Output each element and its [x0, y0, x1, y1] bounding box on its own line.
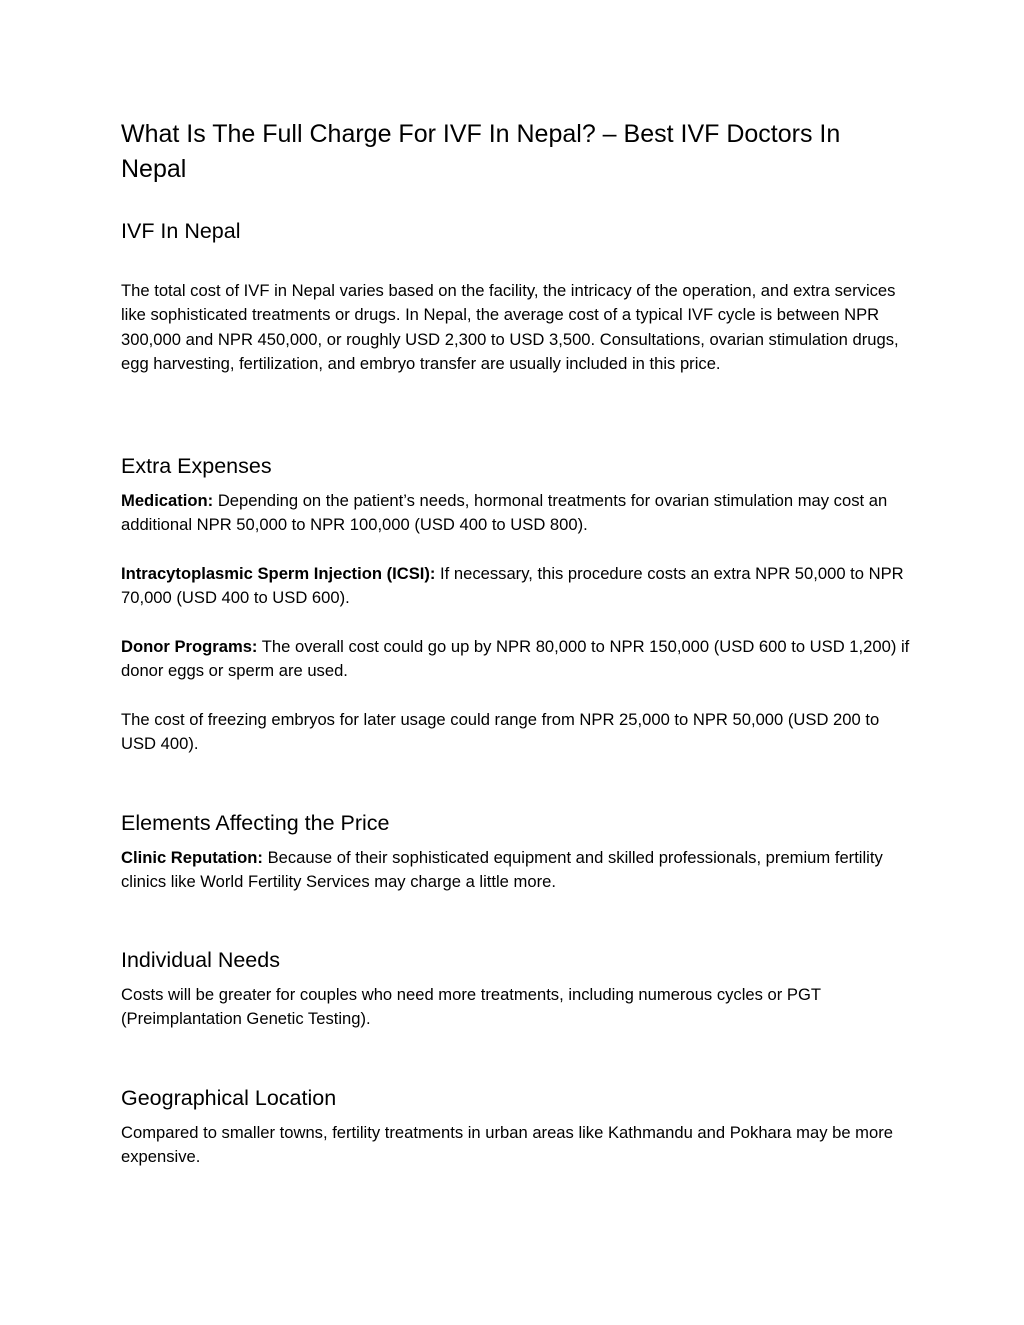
- paragraph-donor-programs: [121, 635, 911, 684]
- text-clinic-reputation: Because of their sophisticated equipment and skilled professionals, premium fertility clinics like World Fertility Services may charge a little more.: [121, 848, 883, 892]
- label-icsi: Intracytoplasmic Sperm Injection (ICSI):: [121, 564, 436, 583]
- document-title: What Is The Full Charge For IVF In Nepal? – Best IVF Doctors In Nepal: [121, 120, 841, 183]
- heading-geographical-location: Geographical Location: [121, 1086, 337, 1110]
- paragraph-geographical-location: Compared to smaller towns, fertility treatments in urban areas like Kathmandu and Pokhara may be more expensive.: [121, 1123, 893, 1167]
- paragraph-medication: [121, 489, 911, 538]
- text-medication: Depending on the patient’s needs, hormonal treatments for ovarian stimulation may cost an additional NPR 50,000 to NPR 100,000 (USD 400 to USD 800).: [121, 491, 888, 535]
- paragraph-icsi: [121, 562, 911, 611]
- label-clinic-reputation: Clinic Reputation:: [121, 848, 263, 867]
- label-donor-programs: Donor Programs:: [121, 637, 258, 656]
- paragraph-clinic-reputation: [121, 846, 911, 895]
- paragraph-embryo-freezing: The cost of freezing embryos for later usage could range from NPR 25,000 to NPR 50,000 (USD 200 to USD 400).: [121, 710, 880, 754]
- heading-extra-expenses: Extra Expenses: [121, 454, 272, 478]
- paragraph-individual-needs: Costs will be greater for couples who need more treatments, including numerous cycles or PGT (Preimplantation Genetic Testing).: [121, 985, 821, 1029]
- paragraph-ivf-cost: The total cost of IVF in Nepal varies based on the facility, the intricacy of the operation, and extra services like sophisticated treatments or drugs. In Nepal, the average cost of a typical IVF cycle is between NPR 300,000 and NPR 450,000, or roughly USD 2,300 to USD 3,500. Consultations, ovarian stimulation drugs, egg harvesting, fertilization, and embryo transfer are usually included in this price.: [121, 281, 899, 374]
- heading-elements-affecting-price: Elements Affecting the Price: [121, 811, 390, 835]
- heading-ivf-in-nepal: IVF In Nepal: [121, 219, 241, 243]
- heading-individual-needs: Individual Needs: [121, 948, 280, 972]
- text-icsi: If necessary, this procedure costs an extra NPR 50,000 to NPR 70,000 (USD 400 to USD 600).: [121, 564, 904, 608]
- text-donor-programs: The overall cost could go up by NPR 80,000 to NPR 150,000 (USD 600 to USD 1,200) if donor eggs or sperm are used.: [121, 637, 910, 681]
- label-medication: Medication:: [121, 491, 214, 510]
